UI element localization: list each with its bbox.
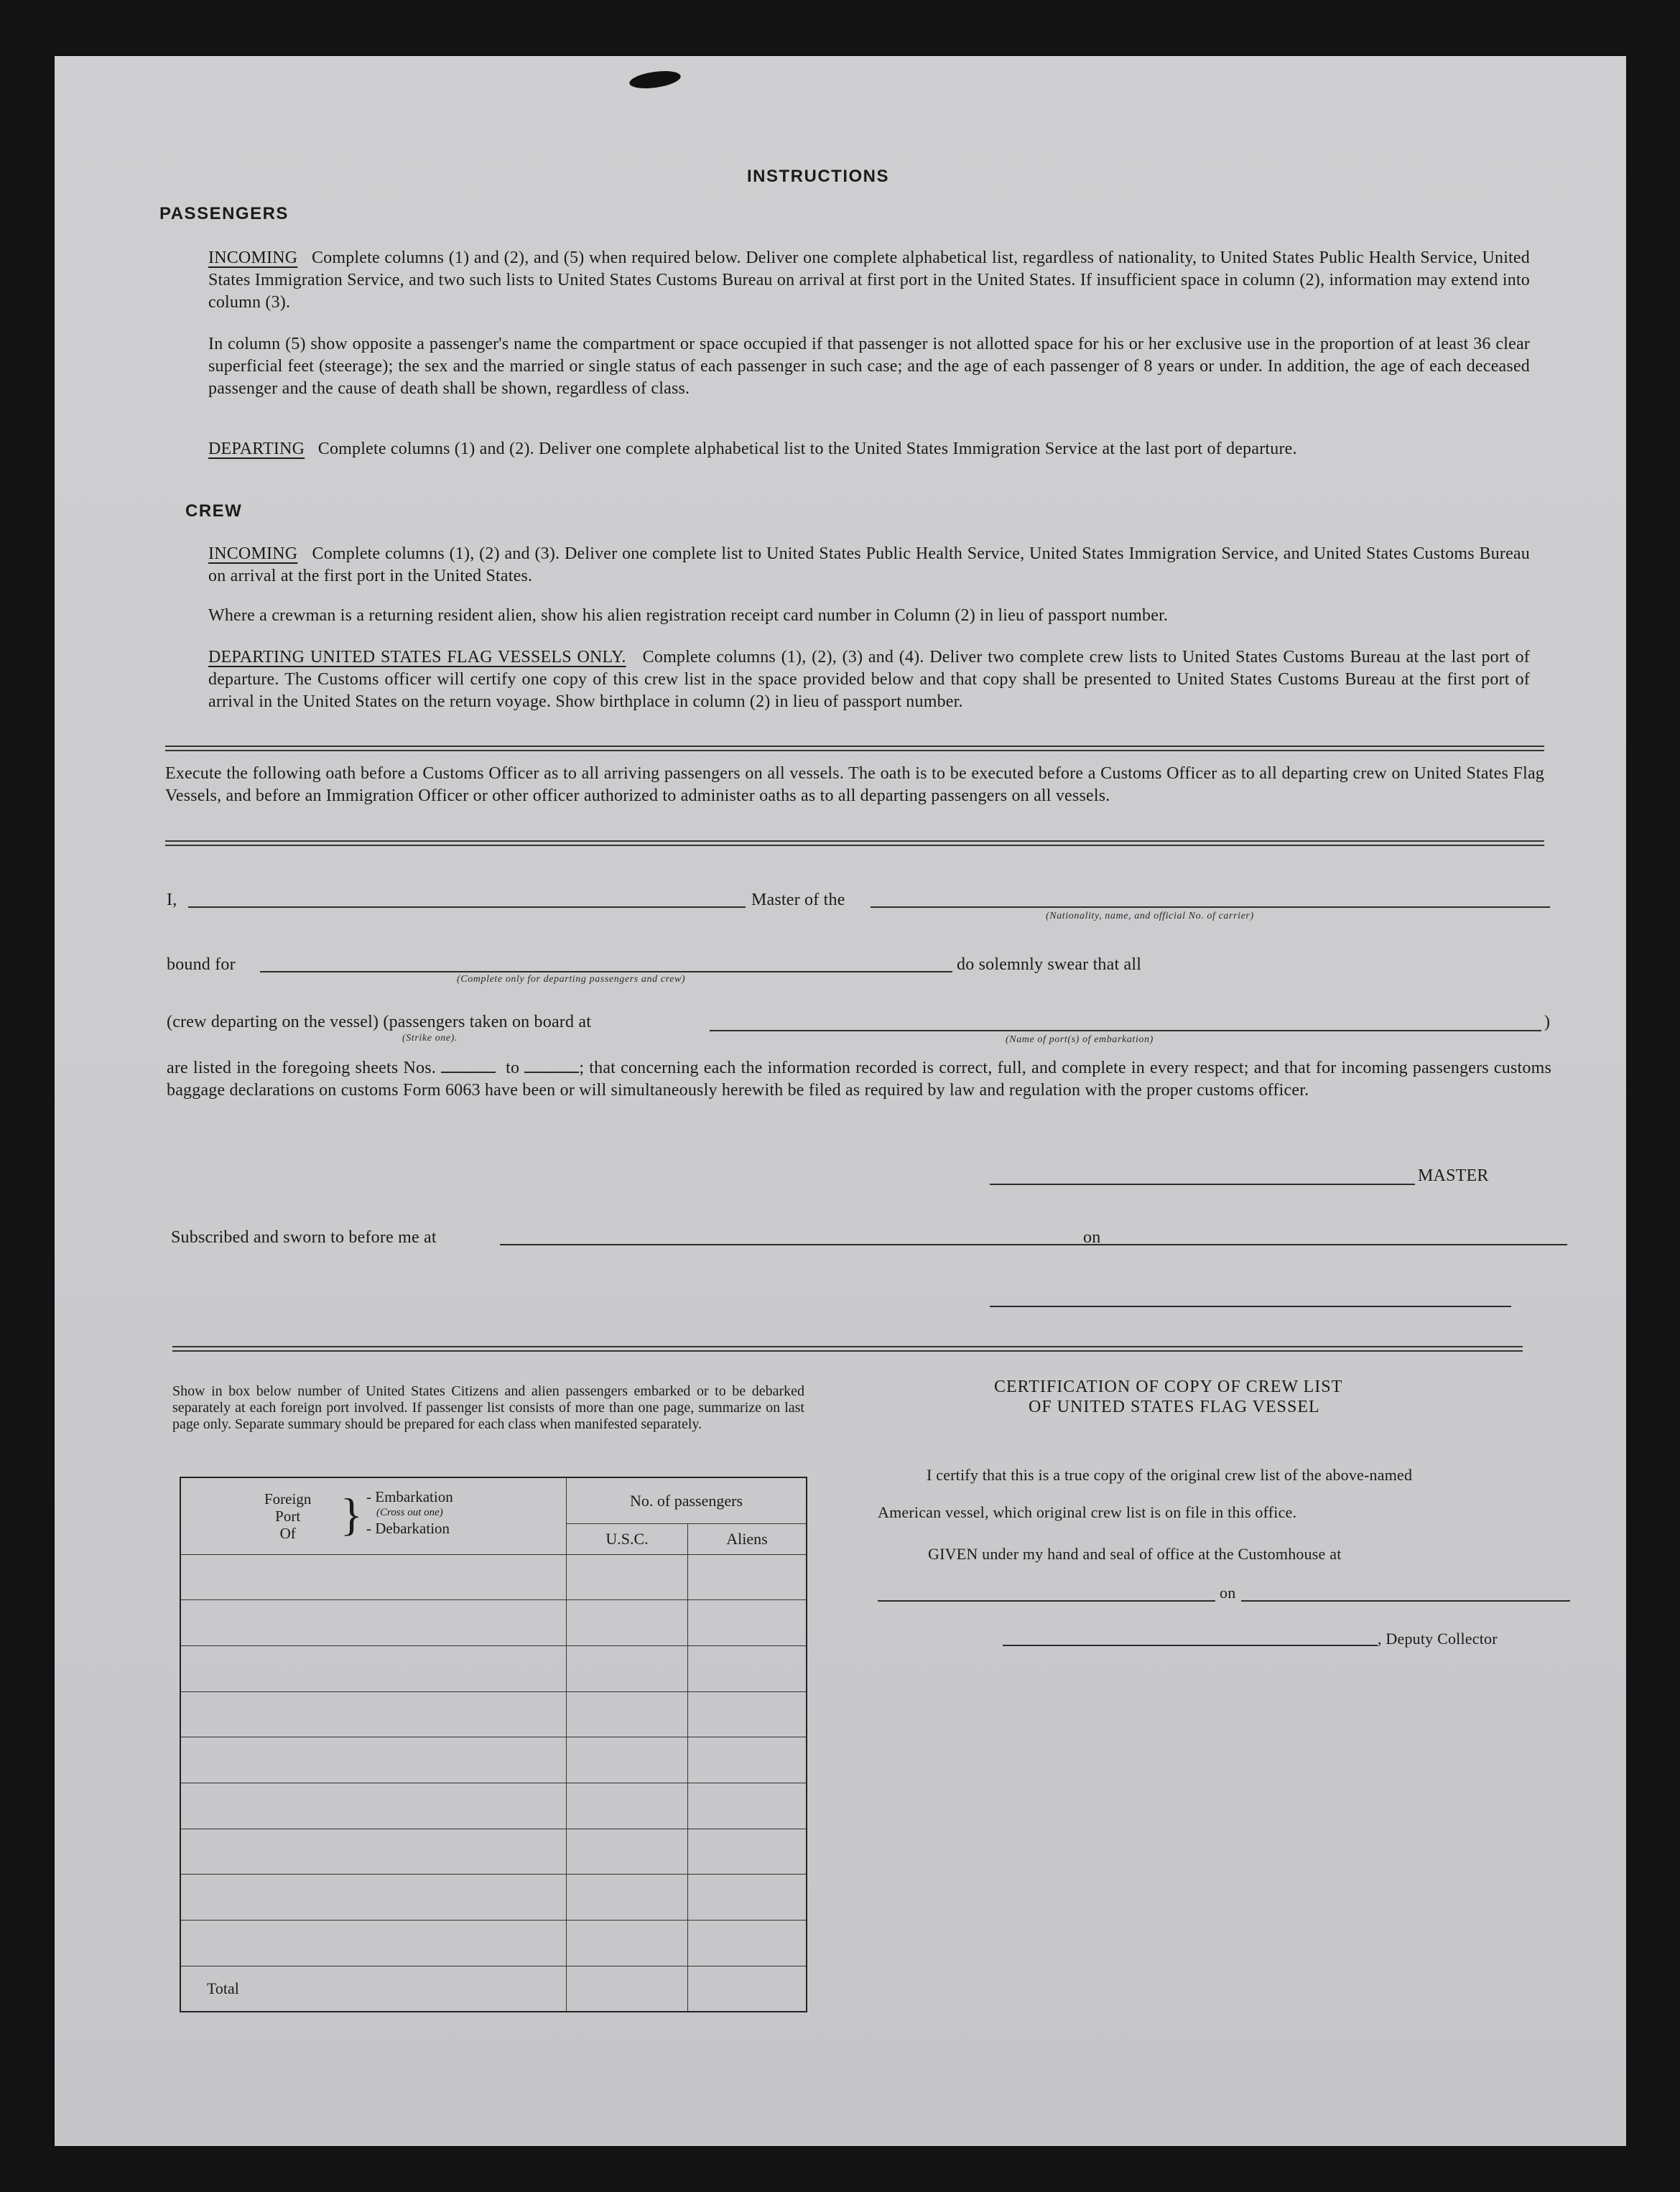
crew-departing-text: Complete columns (1), (2), (3) and (4). Deliver two complete crew lists to United States Customs Bureau at the last port of departure. The Customs officer will certify one copy of this crew list in the space provided below and that copy shall be presented to United States Customs Bureau at the first port of arrival in the United States on the return voyage. Show birthplace in column (2) in lieu of passport number.: [208, 648, 1530, 711]
brace-icon: }: [340, 1488, 363, 1540]
american-vessel-text: American vessel, which original crew list is on file in this office.: [878, 1503, 1297, 1521]
table-row: [180, 1783, 807, 1829]
sworn-at-field[interactable]: [500, 1244, 1138, 1245]
usc-cell[interactable]: [567, 1737, 688, 1783]
aliens-cell[interactable]: [688, 1600, 807, 1646]
port-cell[interactable]: [180, 1875, 567, 1921]
crew-departing-label: DEPARTING UNITED STATES FLAG VESSELS ONLY.: [208, 648, 626, 667]
aliens-cell[interactable]: [688, 1554, 807, 1600]
embarkation-option[interactable]: - Embarkation: [366, 1487, 453, 1505]
port-cell[interactable]: [180, 1554, 567, 1600]
foreign-label: Foreign: [264, 1490, 312, 1508]
listed-prefix: are listed in the foregoing sheets Nos.: [167, 1059, 436, 1077]
usc-cell[interactable]: [567, 1829, 688, 1875]
usc-cell[interactable]: [567, 1554, 688, 1600]
port-summary-table: [180, 1477, 807, 2012]
certification-on-label: on: [1220, 1584, 1236, 1602]
table-row: [180, 1554, 807, 1600]
aliens-cell[interactable]: [688, 1737, 807, 1783]
port-cell[interactable]: [180, 1783, 567, 1829]
sheet-to-field[interactable]: [524, 1072, 579, 1073]
table-row: [180, 1737, 807, 1783]
usc-column-header: U.S.C.: [567, 1524, 688, 1554]
passengers-incoming-text: Complete columns (1) and (2), and (5) when required below. Deliver one complete alphabetical list, regardless of nationality, to United States Public Health Service, United States Immigration Service, and two such lists to United States Customs Bureau on arrival at first port in the United States. If insufficient space in column (2), information may extend into column (3).: [208, 249, 1530, 312]
section-divider: [165, 746, 1544, 751]
customhouse-field[interactable]: [878, 1600, 1215, 1602]
oath-intro: Execute the following oath before a Customs Officer as to all arriving passengers on all vessels. The oath is to be executed before a Customs Officer as to all departing crew on United States Flag Vessels, and before an Immigration Officer or other officer authorized to administer oaths as to all departing passengers on all vessels.: [165, 764, 1544, 805]
oath-i-label: I,: [167, 891, 177, 909]
crew-incoming-paragraph: [208, 543, 1530, 588]
listed-paragraph: [167, 1057, 1551, 1102]
port-cell[interactable]: [180, 1645, 567, 1691]
aliens-cell[interactable]: [688, 1783, 807, 1829]
crew-heading: CREW: [185, 501, 243, 521]
strike-one-caption: (Strike one).: [402, 1033, 458, 1044]
swear-text: do solemnly swear that all: [957, 955, 1142, 974]
cross-out-caption: (Cross out one): [376, 1506, 443, 1518]
total-label: Total: [207, 1979, 239, 1997]
carrier-caption: (Nationality, name, and official No. of carrier): [1046, 911, 1254, 921]
table-row: [180, 1829, 807, 1875]
passengers-column5-text: In column (5) show opposite a passenger's name the compartment or space occupied if that passenger is not allotted space for his or her exclusive use in the proportion of at least 36 clear superficial feet (steerage); the sex and the married or single status of each passenger in such case; and the age of each passenger of 8 years or under. In addition, the age of each deceased passenger and the cause of death shall be shown, regardless of class.: [208, 335, 1530, 398]
passengers-incoming-label: INCOMING: [208, 249, 298, 267]
usc-cell[interactable]: [567, 1691, 688, 1737]
crew-incoming-label: INCOMING: [208, 544, 298, 563]
carrier-field[interactable]: [871, 906, 1550, 908]
certification-title-1: CERTIFICATION OF COPY OF CREW LIST: [994, 1378, 1343, 1396]
debarkation-option[interactable]: - Debarkation: [366, 1519, 450, 1537]
passengers-incoming-paragraph: [208, 247, 1530, 314]
summary-instructions: Show in box below number of United States Citizens and alien passengers embarked or to be debarked separately at each foreign port involved. If passenger list consists of more than one page, summarize on last page only. Separate summary should be prepared for each class when manifested separately.: [172, 1383, 804, 1432]
port-cell[interactable]: [180, 1737, 567, 1783]
passengers-departing-text: Complete columns (1) and (2). Deliver one complete alphabetical list to the United States Immigration Service at the last port of departure.: [317, 440, 1297, 458]
port-cell[interactable]: [180, 1829, 567, 1875]
usc-cell[interactable]: [567, 1645, 688, 1691]
aliens-cell[interactable]: [688, 1829, 807, 1875]
table-row: [180, 1921, 807, 1966]
to-label: to: [506, 1059, 520, 1077]
master-of-the-label: Master of the: [751, 891, 845, 909]
ink-blot-decoration: [628, 68, 682, 91]
deputy-collector-signature-field[interactable]: [1003, 1645, 1378, 1646]
bound-for-label: bound for: [167, 955, 236, 974]
crew-departing-options: (crew departing on the vessel) (passengers taken on board at: [167, 1013, 592, 1031]
port-cell[interactable]: [180, 1600, 567, 1646]
table-row: [180, 1691, 807, 1737]
sheet-from-field[interactable]: [441, 1072, 496, 1073]
usc-cell[interactable]: [567, 1921, 688, 1966]
bound-for-field[interactable]: [260, 971, 952, 972]
of-label: Of: [279, 1524, 296, 1542]
master-signature-field[interactable]: [990, 1184, 1415, 1185]
passengers-heading: PASSENGERS: [159, 204, 289, 223]
sworn-date-field[interactable]: [1106, 1244, 1567, 1245]
passengers-departing-paragraph: [208, 438, 1530, 460]
listed-rest: ; that concerning each the information recorded is correct, full, and complete in every respect; and that for incoming passengers customs baggage declarations on customs Form 6063 have been or will simultaneously herewith be filed as required by law and regulation with the proper customs officer.: [167, 1059, 1551, 1100]
officer-signature-field[interactable]: [990, 1306, 1511, 1307]
usc-cell[interactable]: [567, 1875, 688, 1921]
bound-for-caption: (Complete only for departing passengers and crew): [457, 974, 686, 985]
port-caption: (Name of port(s) of embarkation): [1006, 1034, 1154, 1045]
crew-incoming-text: Complete columns (1), (2) and (3). Deliver one complete list to United States Public Health Service, United States Immigration Service, and United States Customs Bureau on arrival at the first port in the United States.: [208, 544, 1530, 585]
aliens-cell[interactable]: [688, 1921, 807, 1966]
section-divider: [172, 1346, 1523, 1352]
aliens-column-header: Aliens: [688, 1524, 807, 1554]
passengers-departing-label: DEPARTING: [208, 440, 305, 458]
total-aliens-cell[interactable]: [688, 1966, 807, 2012]
embarkation-port-field[interactable]: [710, 1030, 1541, 1031]
total-usc-cell[interactable]: [567, 1966, 688, 2012]
port-cell[interactable]: [180, 1691, 567, 1737]
form-sheet: [55, 56, 1626, 2146]
crew-resident-alien-text: Where a crewman is a returning resident alien, show his alien registration receipt card number in Column (2) in lieu of passport number.: [208, 606, 1169, 625]
instructions-title: INSTRUCTIONS: [747, 167, 889, 186]
crew-departing-paragraph: [208, 646, 1530, 713]
usc-cell[interactable]: [567, 1600, 688, 1646]
table-row: [180, 1645, 807, 1691]
aliens-cell[interactable]: [688, 1691, 807, 1737]
aliens-cell[interactable]: [688, 1875, 807, 1921]
certification-title-2: OF UNITED STATES FLAG VESSEL: [1029, 1398, 1320, 1416]
subscribed-label: Subscribed and sworn to before me at: [171, 1228, 437, 1247]
master-name-field[interactable]: [188, 906, 746, 908]
port-cell[interactable]: [180, 1921, 567, 1966]
certify-text: I certify that this is a true copy of the original crew list of the above-named: [927, 1466, 1413, 1484]
no-of-passengers-header: No. of passengers: [567, 1477, 807, 1524]
usc-cell[interactable]: [567, 1783, 688, 1829]
close-paren: ): [1544, 1013, 1551, 1031]
aliens-cell[interactable]: [688, 1645, 807, 1691]
total-label-cell: [180, 1966, 567, 2012]
sworn-on-label: on: [1083, 1228, 1101, 1247]
section-divider: [165, 840, 1544, 846]
total-row: [180, 1966, 807, 2012]
port-label: Port: [275, 1507, 301, 1525]
table-row: [180, 1875, 807, 1921]
given-under-text: GIVEN under my hand and seal of office at the Customhouse at: [928, 1545, 1342, 1563]
master-label: MASTER: [1418, 1166, 1489, 1185]
certification-date-field[interactable]: [1241, 1600, 1570, 1602]
foreign-port-header: [180, 1477, 567, 1554]
table-row: [180, 1600, 807, 1646]
deputy-collector-label: , Deputy Collector: [1378, 1630, 1498, 1648]
